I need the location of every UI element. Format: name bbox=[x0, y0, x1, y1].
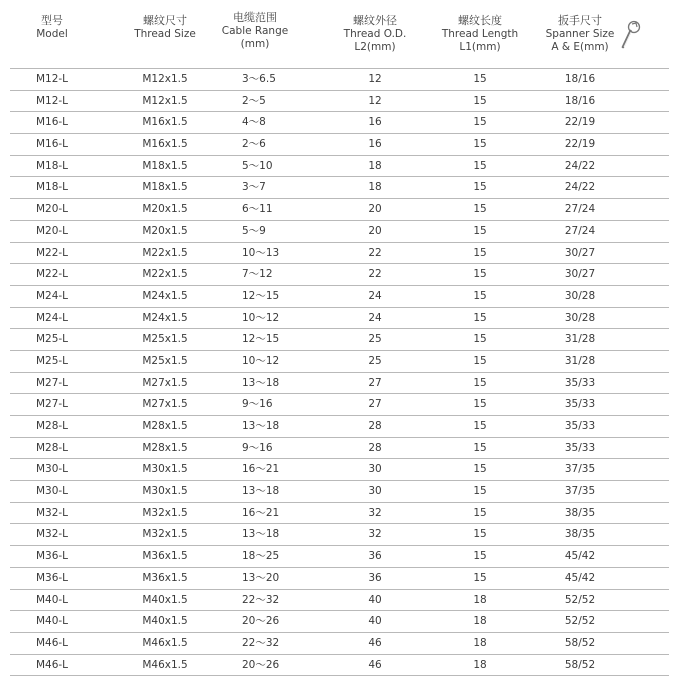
cell-model: M28-L bbox=[35, 420, 69, 432]
cell-thread-size: M28x1.5 bbox=[142, 420, 188, 432]
header-model-en: Model bbox=[36, 28, 68, 40]
table-row bbox=[10, 286, 669, 308]
table-row bbox=[10, 503, 669, 525]
cell-thread-size: M40x1.5 bbox=[142, 615, 188, 628]
cell-thread-od: 12 bbox=[368, 94, 382, 107]
cell-spanner-size: 35/33 bbox=[564, 441, 596, 454]
cell-spanner-size: 27/24 bbox=[564, 224, 596, 237]
header-spanner-size-en1: Spanner Size bbox=[545, 28, 615, 40]
cell-thread-size: M25x1.5 bbox=[142, 354, 188, 367]
table-row bbox=[10, 329, 669, 351]
table-row bbox=[10, 373, 669, 395]
cell-thread-length: 15 bbox=[473, 94, 487, 107]
table-row bbox=[10, 351, 669, 373]
cell-thread-length: 18 bbox=[473, 658, 487, 671]
cell-thread-length: 15 bbox=[473, 73, 487, 85]
cell-model: M22-L bbox=[35, 268, 69, 281]
table-row bbox=[10, 156, 669, 178]
table-row bbox=[10, 590, 669, 612]
header-thread-od-zh: 螺纹外径 bbox=[353, 14, 397, 27]
cell-thread-length: 15 bbox=[473, 203, 487, 216]
cell-thread-length: 15 bbox=[473, 463, 487, 476]
header-cable-range-zh: 电缆范围 bbox=[233, 11, 277, 24]
cell-model: M12-L bbox=[35, 94, 69, 107]
cell-cable-range: 5～9 bbox=[242, 224, 266, 237]
cell-model: M27-L bbox=[35, 398, 69, 411]
cell-spanner-size: 22/19 bbox=[564, 138, 596, 151]
header-thread-length-en2: L1(mm) bbox=[459, 41, 501, 53]
cell-cable-range: 16～21 bbox=[242, 463, 280, 476]
cell-thread-size: M30x1.5 bbox=[142, 485, 188, 498]
cell-cable-range: 22～32 bbox=[242, 636, 280, 649]
cell-spanner-size: 35/33 bbox=[564, 398, 596, 411]
table-row bbox=[10, 308, 669, 330]
cell-model: M24-L bbox=[35, 289, 69, 302]
header-thread-od-en2: L2(mm) bbox=[354, 41, 396, 53]
cell-thread-size: M25x1.5 bbox=[142, 333, 188, 346]
cell-thread-size: M36x1.5 bbox=[142, 571, 188, 584]
table-body bbox=[10, 69, 669, 676]
cell-model: M18-L bbox=[35, 181, 69, 194]
cell-model: M40-L bbox=[35, 593, 69, 606]
cell-thread-length: 18 bbox=[473, 593, 487, 606]
header-model bbox=[24, 14, 80, 41]
cell-thread-od: 24 bbox=[368, 289, 382, 302]
table-row bbox=[10, 459, 669, 481]
table-row bbox=[10, 91, 669, 113]
table-row bbox=[10, 524, 669, 546]
cell-cable-range: 10～13 bbox=[242, 246, 280, 259]
cell-model: M25-L bbox=[35, 333, 69, 346]
cell-thread-od: 28 bbox=[368, 420, 382, 432]
cell-spanner-size: 58/52 bbox=[564, 658, 596, 671]
table-row bbox=[10, 264, 669, 286]
cell-cable-range: 20～26 bbox=[242, 615, 280, 628]
table-row bbox=[10, 177, 669, 199]
cell-cable-range: 2～6 bbox=[242, 138, 266, 151]
cell-cable-range: 6～11 bbox=[242, 203, 273, 216]
cell-model: M36-L bbox=[35, 550, 69, 563]
cell-model: M18-L bbox=[35, 159, 69, 172]
header-thread-size-zh: 螺纹尺寸 bbox=[143, 14, 187, 27]
cell-cable-range: 2～5 bbox=[242, 94, 266, 107]
cell-thread-length: 15 bbox=[473, 528, 487, 541]
table-row bbox=[10, 134, 669, 156]
cell-thread-od: 24 bbox=[368, 311, 382, 324]
cell-thread-od: 40 bbox=[368, 615, 382, 628]
cell-thread-od: 22 bbox=[368, 268, 382, 281]
cell-thread-od: 18 bbox=[368, 181, 382, 194]
cell-cable-range: 12～15 bbox=[242, 333, 280, 346]
cell-thread-length: 15 bbox=[473, 138, 487, 151]
cell-thread-od: 16 bbox=[368, 138, 382, 151]
cell-thread-length: 15 bbox=[473, 420, 487, 432]
cell-model: M20-L bbox=[35, 203, 69, 216]
cell-thread-size: M32x1.5 bbox=[142, 528, 188, 541]
cell-thread-od: 36 bbox=[368, 550, 382, 563]
cell-thread-length: 15 bbox=[473, 311, 487, 324]
table-row bbox=[10, 199, 669, 221]
table-row bbox=[10, 69, 669, 91]
table-row bbox=[10, 481, 669, 503]
cell-spanner-size: 31/28 bbox=[564, 354, 596, 367]
cell-thread-size: M18x1.5 bbox=[142, 181, 188, 194]
cell-thread-od: 46 bbox=[368, 658, 382, 671]
cell-cable-range: 3～6.5 bbox=[242, 73, 276, 85]
cell-thread-od: 32 bbox=[368, 528, 382, 541]
cell-model: M32-L bbox=[35, 506, 69, 519]
cell-thread-size: M18x1.5 bbox=[142, 159, 188, 172]
cell-model: M28-L bbox=[35, 441, 69, 454]
cell-thread-size: M12x1.5 bbox=[142, 73, 188, 85]
cell-cable-range: 13～20 bbox=[242, 571, 280, 584]
cell-cable-range: 13～18 bbox=[242, 420, 280, 432]
cell-model: M27-L bbox=[35, 376, 69, 389]
cell-thread-length: 15 bbox=[473, 506, 487, 519]
table-header bbox=[10, 0, 669, 69]
cell-thread-od: 40 bbox=[368, 593, 382, 606]
cell-spanner-size: 22/19 bbox=[564, 116, 596, 129]
cell-model: M40-L bbox=[35, 615, 69, 628]
cell-cable-range: 7～12 bbox=[242, 268, 273, 281]
cell-thread-size: M22x1.5 bbox=[142, 246, 188, 259]
cell-thread-size: M27x1.5 bbox=[142, 398, 188, 411]
cell-thread-size: M28x1.5 bbox=[142, 441, 188, 454]
table-row bbox=[10, 243, 669, 265]
cell-spanner-size: 18/16 bbox=[564, 73, 596, 85]
cell-thread-od: 12 bbox=[368, 73, 382, 85]
cell-model: M22-L bbox=[35, 246, 69, 259]
cell-spanner-size: 52/52 bbox=[564, 593, 596, 606]
header-thread-od bbox=[330, 14, 420, 54]
table-row bbox=[10, 568, 669, 590]
cell-model: M30-L bbox=[35, 463, 69, 476]
cell-spanner-size: 38/35 bbox=[564, 506, 596, 519]
cell-cable-range: 22～32 bbox=[242, 593, 280, 606]
cell-thread-size: M32x1.5 bbox=[142, 506, 188, 519]
cell-thread-size: M16x1.5 bbox=[142, 138, 188, 151]
cell-cable-range: 20～26 bbox=[242, 658, 280, 671]
cell-thread-size: M36x1.5 bbox=[142, 550, 188, 563]
cell-cable-range: 5～10 bbox=[242, 159, 273, 172]
cell-spanner-size: 27/24 bbox=[564, 203, 596, 216]
header-cable-range-en1: Cable Range bbox=[221, 25, 289, 37]
cell-thread-od: 22 bbox=[368, 246, 382, 259]
header-thread-size-en: Thread Size bbox=[134, 28, 196, 40]
table-row bbox=[10, 416, 669, 438]
cell-cable-range: 13～18 bbox=[242, 528, 280, 541]
cell-spanner-size: 52/52 bbox=[564, 615, 596, 628]
table-row bbox=[10, 546, 669, 568]
cell-cable-range: 10～12 bbox=[242, 311, 280, 324]
cell-thread-size: M40x1.5 bbox=[142, 593, 188, 606]
cell-model: M20-L bbox=[35, 224, 69, 237]
header-thread-length bbox=[432, 14, 528, 54]
cell-thread-od: 27 bbox=[368, 376, 382, 389]
cell-spanner-size: 18/16 bbox=[564, 94, 596, 107]
cell-thread-od: 16 bbox=[368, 116, 382, 129]
header-cable-range-en2: (mm) bbox=[240, 38, 270, 50]
table-row bbox=[10, 221, 669, 243]
cell-thread-size: M22x1.5 bbox=[142, 268, 188, 281]
header-spanner-size bbox=[536, 14, 624, 54]
cell-thread-size: M46x1.5 bbox=[142, 636, 188, 649]
cell-thread-length: 15 bbox=[473, 354, 487, 367]
cell-model: M46-L bbox=[35, 636, 69, 649]
cell-model: M25-L bbox=[35, 354, 69, 367]
cell-model: M32-L bbox=[35, 528, 69, 541]
cell-thread-od: 28 bbox=[368, 441, 382, 454]
cell-spanner-size: 30/28 bbox=[564, 289, 596, 302]
cell-cable-range: 9～16 bbox=[242, 398, 273, 411]
cell-cable-range: 10～12 bbox=[242, 354, 280, 367]
cell-thread-od: 32 bbox=[368, 506, 382, 519]
cell-thread-od: 25 bbox=[368, 333, 382, 346]
cell-model: M24-L bbox=[35, 311, 69, 324]
cell-thread-od: 30 bbox=[368, 485, 382, 498]
cell-thread-length: 15 bbox=[473, 246, 487, 259]
cell-spanner-size: 30/27 bbox=[564, 246, 596, 259]
cell-thread-size: M27x1.5 bbox=[142, 376, 188, 389]
cell-cable-range: 13～18 bbox=[242, 376, 280, 389]
cell-thread-length: 15 bbox=[473, 441, 487, 454]
cell-thread-length: 15 bbox=[473, 571, 487, 584]
cell-spanner-size: 24/22 bbox=[564, 181, 596, 194]
header-thread-od-en1: Thread O.D. bbox=[343, 28, 407, 40]
cell-model: M30-L bbox=[35, 485, 69, 498]
cell-spanner-size: 30/28 bbox=[564, 311, 596, 324]
table-row bbox=[10, 633, 669, 655]
cell-spanner-size: 24/22 bbox=[564, 159, 596, 172]
wrench-icon bbox=[618, 20, 642, 54]
cell-spanner-size: 31/28 bbox=[564, 333, 596, 346]
cell-thread-od: 25 bbox=[368, 354, 382, 367]
table-row bbox=[10, 438, 669, 460]
cell-thread-od: 18 bbox=[368, 159, 382, 172]
cell-thread-od: 46 bbox=[368, 636, 382, 649]
cell-thread-length: 15 bbox=[473, 376, 487, 389]
cell-thread-length: 15 bbox=[473, 333, 487, 346]
cell-thread-length: 15 bbox=[473, 181, 487, 194]
cell-thread-length: 18 bbox=[473, 615, 487, 628]
header-cable-range bbox=[215, 11, 295, 51]
cell-thread-size: M16x1.5 bbox=[142, 116, 188, 129]
cell-thread-size: M20x1.5 bbox=[142, 203, 188, 216]
cell-model: M46-L bbox=[35, 658, 69, 671]
header-thread-length-zh: 螺纹长度 bbox=[458, 14, 502, 27]
cell-model: M36-L bbox=[35, 571, 69, 584]
cell-thread-length: 15 bbox=[473, 550, 487, 563]
cell-thread-length: 15 bbox=[473, 289, 487, 302]
header-spanner-size-zh: 扳手尺寸 bbox=[558, 14, 602, 27]
cell-spanner-size: 37/35 bbox=[564, 463, 596, 476]
spec-table bbox=[10, 0, 669, 676]
table-row bbox=[10, 611, 669, 633]
cell-cable-range: 3～7 bbox=[242, 181, 266, 194]
cell-model: M16-L bbox=[35, 138, 69, 151]
cell-thread-size: M24x1.5 bbox=[142, 289, 188, 302]
cell-thread-od: 30 bbox=[368, 463, 382, 476]
header-thread-size bbox=[125, 14, 205, 41]
cell-model: M12-L bbox=[35, 73, 69, 85]
cell-spanner-size: 45/42 bbox=[564, 550, 596, 563]
cell-cable-range: 18～25 bbox=[242, 550, 280, 563]
cell-thread-size: M12x1.5 bbox=[142, 94, 188, 107]
cell-thread-length: 15 bbox=[473, 398, 487, 411]
cell-thread-length: 15 bbox=[473, 116, 487, 129]
cell-thread-od: 20 bbox=[368, 224, 382, 237]
cell-cable-range: 16～21 bbox=[242, 506, 280, 519]
header-thread-length-en1: Thread Length bbox=[441, 28, 519, 40]
cell-thread-length: 15 bbox=[473, 224, 487, 237]
cell-spanner-size: 30/27 bbox=[564, 268, 596, 281]
cell-model: M16-L bbox=[35, 116, 69, 129]
cell-spanner-size: 38/35 bbox=[564, 528, 596, 541]
cell-thread-od: 27 bbox=[368, 398, 382, 411]
cell-cable-range: 12～15 bbox=[242, 289, 280, 302]
cell-thread-od: 36 bbox=[368, 571, 382, 584]
table-row bbox=[10, 112, 669, 134]
cell-thread-size: M20x1.5 bbox=[142, 224, 188, 237]
cell-thread-od: 20 bbox=[368, 203, 382, 216]
cell-thread-size: M30x1.5 bbox=[142, 463, 188, 476]
cell-spanner-size: 37/35 bbox=[564, 485, 596, 498]
cell-thread-size: M24x1.5 bbox=[142, 311, 188, 324]
cell-thread-length: 15 bbox=[473, 159, 487, 172]
cell-thread-size: M46x1.5 bbox=[142, 658, 188, 671]
cell-spanner-size: 45/42 bbox=[564, 571, 596, 584]
header-model-zh: 型号 bbox=[41, 14, 63, 27]
table-row bbox=[10, 655, 669, 676]
cell-cable-range: 13～18 bbox=[242, 485, 280, 498]
cell-cable-range: 9～16 bbox=[242, 441, 273, 454]
cell-thread-length: 18 bbox=[473, 636, 487, 649]
table-row bbox=[10, 394, 669, 416]
cell-spanner-size: 35/33 bbox=[564, 376, 596, 389]
cell-thread-length: 15 bbox=[473, 268, 487, 281]
cell-thread-length: 15 bbox=[473, 485, 487, 498]
cell-cable-range: 4～8 bbox=[242, 116, 266, 129]
cell-spanner-size: 58/52 bbox=[564, 636, 596, 649]
header-spanner-size-en2: A & E(mm) bbox=[551, 41, 609, 53]
cell-spanner-size: 35/33 bbox=[564, 420, 596, 432]
